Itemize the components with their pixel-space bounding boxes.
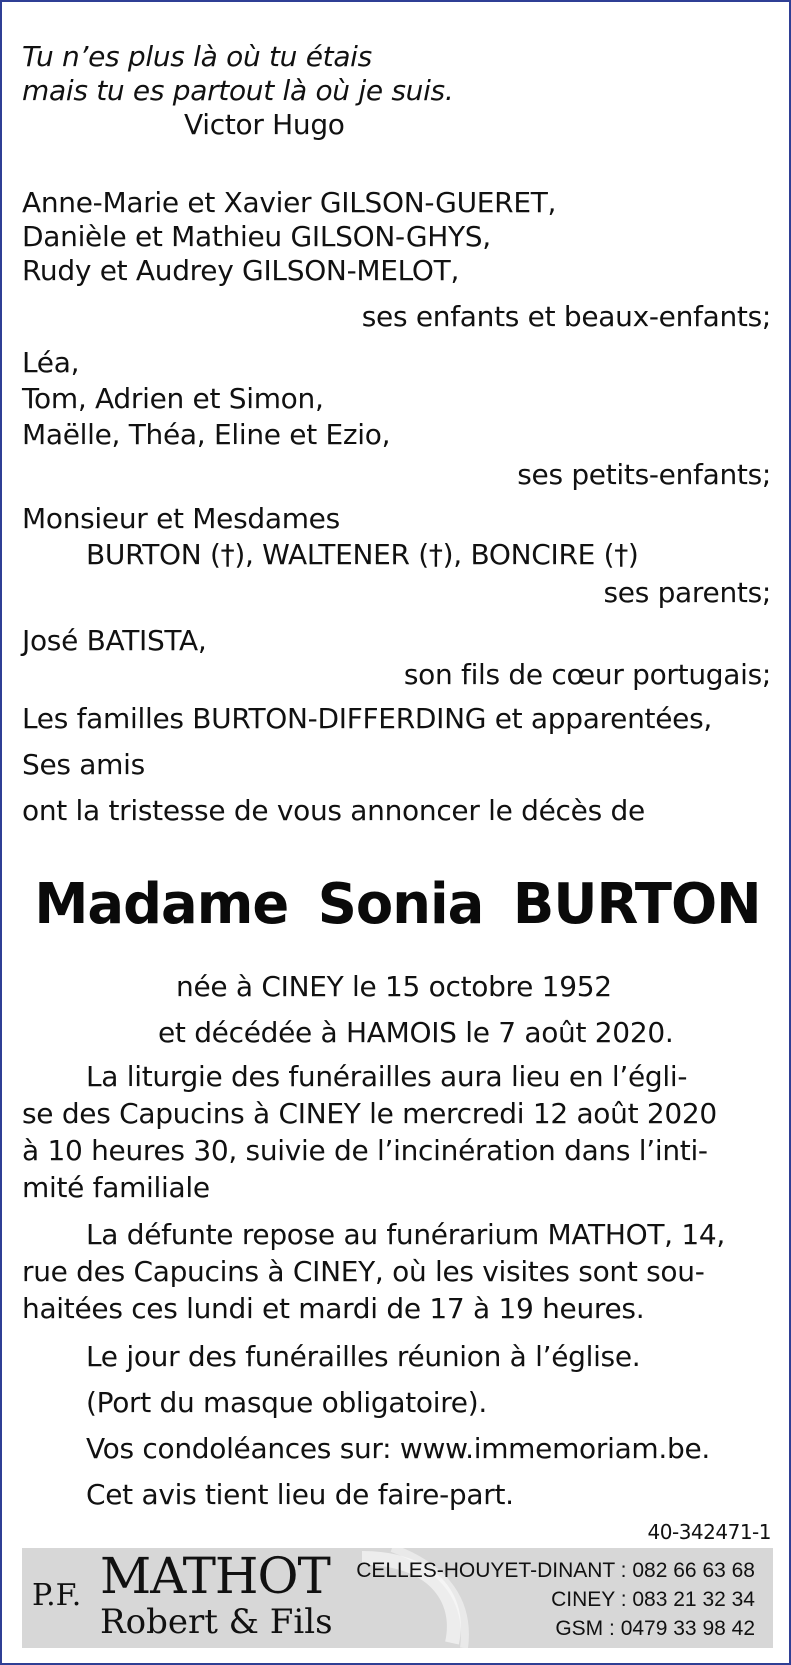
- contact-number: 0479 33 98 42: [620, 1617, 755, 1640]
- funeral-line-2: se des Capucins à CINEY le mercredi 12 août 2020: [22, 1097, 717, 1130]
- mask-line: (Port du masque obligatoire).: [86, 1386, 487, 1419]
- funeral-home-banner: [22, 1548, 773, 1648]
- rest-line-2: rue des Capucins à CINEY, où les visites sont sou-: [22, 1255, 705, 1288]
- deceased-name: Madame Sonia BURTON: [34, 872, 761, 937]
- grandchild-line-2: Tom, Adrien et Simon,: [22, 382, 324, 415]
- quote-line-1: Tu n’es plus là où tu étais: [22, 40, 372, 73]
- friends-line: Ses amis: [22, 748, 145, 781]
- funeral-line-3: à 10 heures 30, suivie de l’incinération dans l’inti-: [22, 1134, 708, 1167]
- logo-pf: P.F.: [32, 1578, 82, 1613]
- grandchildren-role: ses petits-enfants;: [517, 458, 771, 491]
- parents-names: BURTON (†), WALTENER (†), BONCIRE (†): [86, 538, 639, 571]
- quote-line-2: mais tu es partout là où je suis.: [22, 74, 454, 107]
- contact-number: 082 66 63 68: [632, 1559, 755, 1582]
- meeting-line: Le jour des funérailles réunion à l’église.: [86, 1340, 641, 1373]
- contact-label: GSM :: [555, 1617, 615, 1640]
- grandchild-line-3: Maëlle, Théa, Eline et Ezio,: [22, 418, 391, 451]
- parents-role: ses parents;: [603, 576, 771, 609]
- condolences-line: Vos condoléances sur: www.immemoriam.be.: [86, 1432, 711, 1465]
- contact-label: CELLES-HOUYET-DINANT :: [356, 1559, 627, 1582]
- child-line-2: Danièle et Mathieu GILSON-GHYS,: [22, 220, 491, 253]
- contact-list: [356, 1556, 755, 1643]
- contact-row: [356, 1556, 755, 1585]
- notice-line: Cet avis tient lieu de faire-part.: [86, 1478, 514, 1511]
- grandchild-line-1: Léa,: [22, 346, 80, 379]
- contact-row: [356, 1585, 755, 1614]
- quote-author: Victor Hugo: [184, 108, 345, 141]
- contact-number: 083 21 32 34: [632, 1588, 755, 1611]
- announcement-line: ont la tristesse de vous annoncer le décès de: [22, 794, 645, 827]
- heart-son: José BATISTA,: [22, 624, 207, 657]
- parents-intro: Monsieur et Mesdames: [22, 502, 340, 535]
- death-line: et décédée à HAMOIS le 7 août 2020.: [158, 1016, 674, 1049]
- contact-label: CINEY :: [551, 1588, 627, 1611]
- funeral-line-4: mité familiale: [22, 1171, 210, 1204]
- funeral-line-1: La liturgie des funérailles aura lieu en l’égli-: [86, 1060, 688, 1093]
- rest-line-3: haitées ces lundi et mardi de 17 à 19 heures.: [22, 1292, 645, 1325]
- reference-number: 40-342471-1: [647, 1520, 771, 1544]
- child-line-3: Rudy et Audrey GILSON-MELOT,: [22, 254, 460, 287]
- heart-son-role: son fils de cœur portugais;: [403, 658, 771, 691]
- children-role: ses enfants et beaux-enfants;: [361, 300, 771, 333]
- contact-row: [356, 1614, 755, 1643]
- logo-subbrand: Robert & Fils: [100, 1602, 333, 1642]
- rest-line-1: La défunte repose au funérarium MATHOT, 14,: [86, 1218, 725, 1251]
- logo-brand: MATHOT: [100, 1547, 330, 1605]
- birth-line: née à CINEY le 15 octobre 1952: [176, 970, 612, 1003]
- families-line: Les familles BURTON-DIFFERDING et apparentées,: [22, 702, 712, 735]
- child-line-1: Anne-Marie et Xavier GILSON-GUERET,: [22, 186, 557, 219]
